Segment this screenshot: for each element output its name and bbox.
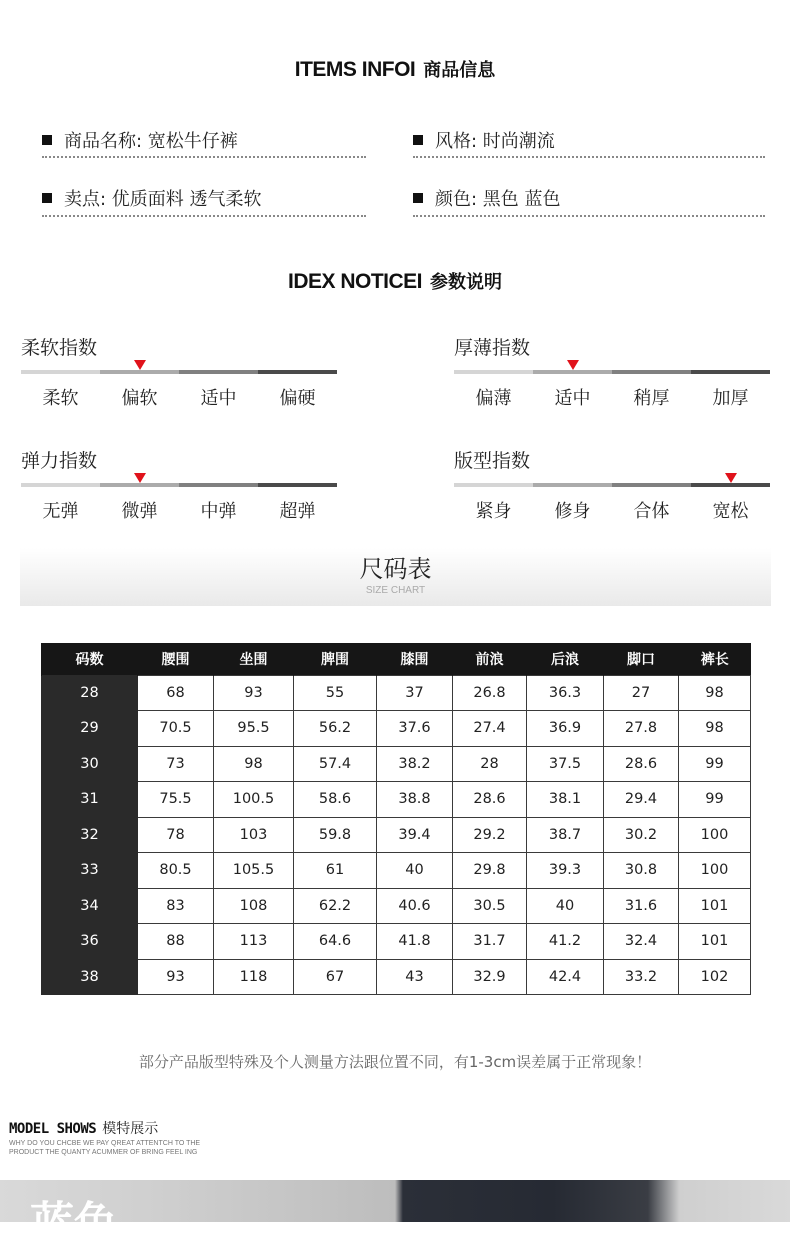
table-cell: 98 xyxy=(214,746,294,782)
table-cell: 38.8 xyxy=(377,782,453,818)
index-label: 柔软 xyxy=(42,388,79,409)
size-table-header-cell: 脾围 xyxy=(294,643,377,675)
table-cell: 57.4 xyxy=(294,746,377,782)
size-cell: 29 xyxy=(42,711,138,747)
index-label: 紧身 xyxy=(475,501,512,522)
index-scale-bar xyxy=(454,483,770,487)
table-cell: 59.8 xyxy=(294,817,377,853)
table-cell: 32.9 xyxy=(453,959,527,995)
table-cell: 38.7 xyxy=(527,817,604,853)
size-cell: 32 xyxy=(42,817,138,853)
table-row xyxy=(42,782,751,818)
table-row xyxy=(42,924,751,960)
index-label: 偏薄 xyxy=(475,388,512,409)
table-cell: 75.5 xyxy=(138,782,214,818)
table-row xyxy=(42,746,751,782)
table-cell: 73 xyxy=(138,746,214,782)
index-label: 无弹 xyxy=(42,501,79,522)
table-cell: 118 xyxy=(214,959,294,995)
table-cell: 42.4 xyxy=(527,959,604,995)
size-cell: 34 xyxy=(42,888,138,924)
measurement-note: 部分产品版型特殊及个人测量方法跟位置不同，有1-3cm误差属于正常现象！ xyxy=(138,1053,652,1071)
size-cell: 33 xyxy=(42,853,138,889)
size-cell: 36 xyxy=(42,924,138,960)
table-cell: 30.5 xyxy=(453,888,527,924)
table-cell: 37 xyxy=(377,675,453,711)
index-indicator-icon xyxy=(567,360,579,370)
dotted-divider xyxy=(42,156,366,158)
table-cell: 108 xyxy=(214,888,294,924)
table-cell: 93 xyxy=(138,959,214,995)
index-label: 合体 xyxy=(633,501,670,522)
index-scale-bar xyxy=(21,483,337,487)
bullet-square-icon xyxy=(413,193,423,203)
table-cell: 88 xyxy=(138,924,214,960)
items-info-title-cn: 商品信息 xyxy=(423,60,496,81)
table-cell: 105.5 xyxy=(214,853,294,889)
table-cell: 38.2 xyxy=(377,746,453,782)
table-cell: 37.6 xyxy=(377,711,453,747)
index-label: 适中 xyxy=(200,388,237,409)
size-table-header-cell: 腰围 xyxy=(138,643,214,675)
index-label: 宽松 xyxy=(712,501,749,522)
table-cell: 99 xyxy=(679,746,751,782)
index-label: 稍厚 xyxy=(633,388,670,409)
table-cell: 38.1 xyxy=(527,782,604,818)
index-notice-title xyxy=(0,268,790,294)
index-title: 版型指数 xyxy=(454,450,531,472)
model-shows-title-cn: 模特展示 xyxy=(102,1121,159,1137)
info-product-name xyxy=(42,127,238,153)
model-shows-subtitle-2: PRODUCT THE QUANTY ACUMMER OF BRING FEEL ING xyxy=(9,1149,198,1156)
info-product-name-text: 商品名称: 宽松牛仔裤 xyxy=(64,131,238,152)
info-color-text: 颜色: 黑色 蓝色 xyxy=(435,189,561,210)
table-cell: 36.3 xyxy=(527,675,604,711)
dotted-divider xyxy=(413,156,765,158)
table-cell: 39.3 xyxy=(527,853,604,889)
table-cell: 31.7 xyxy=(453,924,527,960)
table-cell: 40 xyxy=(527,888,604,924)
size-cell: 30 xyxy=(42,746,138,782)
model-shows-title xyxy=(9,1118,158,1138)
table-cell: 102 xyxy=(679,959,751,995)
index-label: 偏软 xyxy=(121,388,158,409)
index-scale-bar xyxy=(454,370,770,374)
model-shows-subtitle-1: WHY DO YOU CHCBE WE PAY QREAT ATTENTCH TO THE xyxy=(9,1140,201,1147)
table-row xyxy=(42,959,751,995)
info-style-text: 风格: 时尚潮流 xyxy=(435,131,555,152)
table-cell: 62.2 xyxy=(294,888,377,924)
model-photo xyxy=(0,1180,790,1249)
size-table-header-cell: 后浪 xyxy=(527,643,604,675)
table-cell: 40.6 xyxy=(377,888,453,924)
table-cell: 93 xyxy=(214,675,294,711)
table-cell: 70.5 xyxy=(138,711,214,747)
index-label: 中弹 xyxy=(200,501,237,522)
table-row xyxy=(42,817,751,853)
size-cell: 28 xyxy=(42,675,138,711)
size-cell: 31 xyxy=(42,782,138,818)
size-table-body xyxy=(42,675,751,995)
table-cell: 98 xyxy=(679,675,751,711)
index-indicator-icon xyxy=(134,473,146,483)
index-notice-title-en: IDEX NOTICEI xyxy=(287,270,423,293)
size-chart-banner xyxy=(20,548,771,606)
table-cell: 28.6 xyxy=(453,782,527,818)
table-cell: 101 xyxy=(679,924,751,960)
bullet-square-icon xyxy=(42,135,52,145)
table-cell: 101 xyxy=(679,888,751,924)
model-shows-title-en: MODEL SHOWS xyxy=(9,1121,97,1137)
size-table xyxy=(41,643,751,995)
table-cell: 67 xyxy=(294,959,377,995)
table-cell: 30.8 xyxy=(604,853,679,889)
size-table-header-cell: 前浪 xyxy=(453,643,527,675)
table-cell: 28 xyxy=(453,746,527,782)
table-cell: 78 xyxy=(138,817,214,853)
table-row xyxy=(42,888,751,924)
index-label: 偏硬 xyxy=(279,388,316,409)
info-selling-point xyxy=(42,185,262,211)
table-cell: 30.2 xyxy=(604,817,679,853)
index-title: 厚薄指数 xyxy=(454,337,531,359)
size-table-header xyxy=(42,643,751,675)
table-cell: 37.5 xyxy=(527,746,604,782)
index-label: 加厚 xyxy=(712,388,749,409)
index-label: 适中 xyxy=(554,388,591,409)
size-table-header-cell: 裤长 xyxy=(679,643,751,675)
table-cell: 83 xyxy=(138,888,214,924)
dotted-divider xyxy=(42,215,366,217)
table-cell: 41.8 xyxy=(377,924,453,960)
table-cell: 29.2 xyxy=(453,817,527,853)
index-notice-title-cn: 参数说明 xyxy=(430,272,503,293)
index-label: 微弹 xyxy=(121,501,158,522)
index-scale-bar xyxy=(21,370,337,374)
table-cell: 55 xyxy=(294,675,377,711)
table-row xyxy=(42,711,751,747)
info-color xyxy=(413,185,561,211)
size-table-header-cell: 膝围 xyxy=(377,643,453,675)
size-cell: 38 xyxy=(42,959,138,995)
table-cell: 80.5 xyxy=(138,853,214,889)
table-cell: 64.6 xyxy=(294,924,377,960)
table-cell: 41.2 xyxy=(527,924,604,960)
size-chart-title-en: SIZE CHART xyxy=(365,585,426,596)
table-row xyxy=(42,853,751,889)
size-chart-title-cn: 尺码表 xyxy=(359,555,432,583)
table-cell: 113 xyxy=(214,924,294,960)
table-cell: 31.6 xyxy=(604,888,679,924)
table-cell: 58.6 xyxy=(294,782,377,818)
table-cell: 27 xyxy=(604,675,679,711)
index-label: 超弹 xyxy=(279,501,316,522)
table-cell: 98 xyxy=(679,711,751,747)
table-cell: 29.4 xyxy=(604,782,679,818)
table-cell: 32.4 xyxy=(604,924,679,960)
table-cell: 27.8 xyxy=(604,711,679,747)
table-cell: 100 xyxy=(679,853,751,889)
table-cell: 56.2 xyxy=(294,711,377,747)
index-label: 修身 xyxy=(554,501,591,522)
table-cell: 29.8 xyxy=(453,853,527,889)
size-table-header-cell: 码数 xyxy=(42,643,138,675)
table-cell: 26.8 xyxy=(453,675,527,711)
table-row xyxy=(42,675,751,711)
table-cell: 103 xyxy=(214,817,294,853)
info-selling-point-text: 卖点: 优质面料 透气柔软 xyxy=(64,189,262,210)
items-info-title xyxy=(0,56,790,82)
table-cell: 36.9 xyxy=(527,711,604,747)
table-cell: 99 xyxy=(679,782,751,818)
table-cell: 100 xyxy=(679,817,751,853)
size-table-header-cell: 脚口 xyxy=(604,643,679,675)
table-cell: 68 xyxy=(138,675,214,711)
table-cell: 43 xyxy=(377,959,453,995)
model-photo-caption: 蓝色 xyxy=(30,1198,118,1249)
index-title: 柔软指数 xyxy=(21,337,98,359)
table-cell: 27.4 xyxy=(453,711,527,747)
table-cell: 95.5 xyxy=(214,711,294,747)
size-table-header-cell: 坐围 xyxy=(214,643,294,675)
table-cell: 39.4 xyxy=(377,817,453,853)
items-info-title-en: ITEMS INFOI xyxy=(294,58,416,81)
table-cell: 40 xyxy=(377,853,453,889)
table-cell: 100.5 xyxy=(214,782,294,818)
dotted-divider xyxy=(413,215,765,217)
table-cell: 28.6 xyxy=(604,746,679,782)
table-cell: 33.2 xyxy=(604,959,679,995)
table-cell: 61 xyxy=(294,853,377,889)
index-indicator-icon xyxy=(725,473,737,483)
index-indicator-icon xyxy=(134,360,146,370)
bullet-square-icon xyxy=(42,193,52,203)
index-title: 弹力指数 xyxy=(21,450,98,472)
bullet-square-icon xyxy=(413,135,423,145)
info-style xyxy=(413,127,555,153)
